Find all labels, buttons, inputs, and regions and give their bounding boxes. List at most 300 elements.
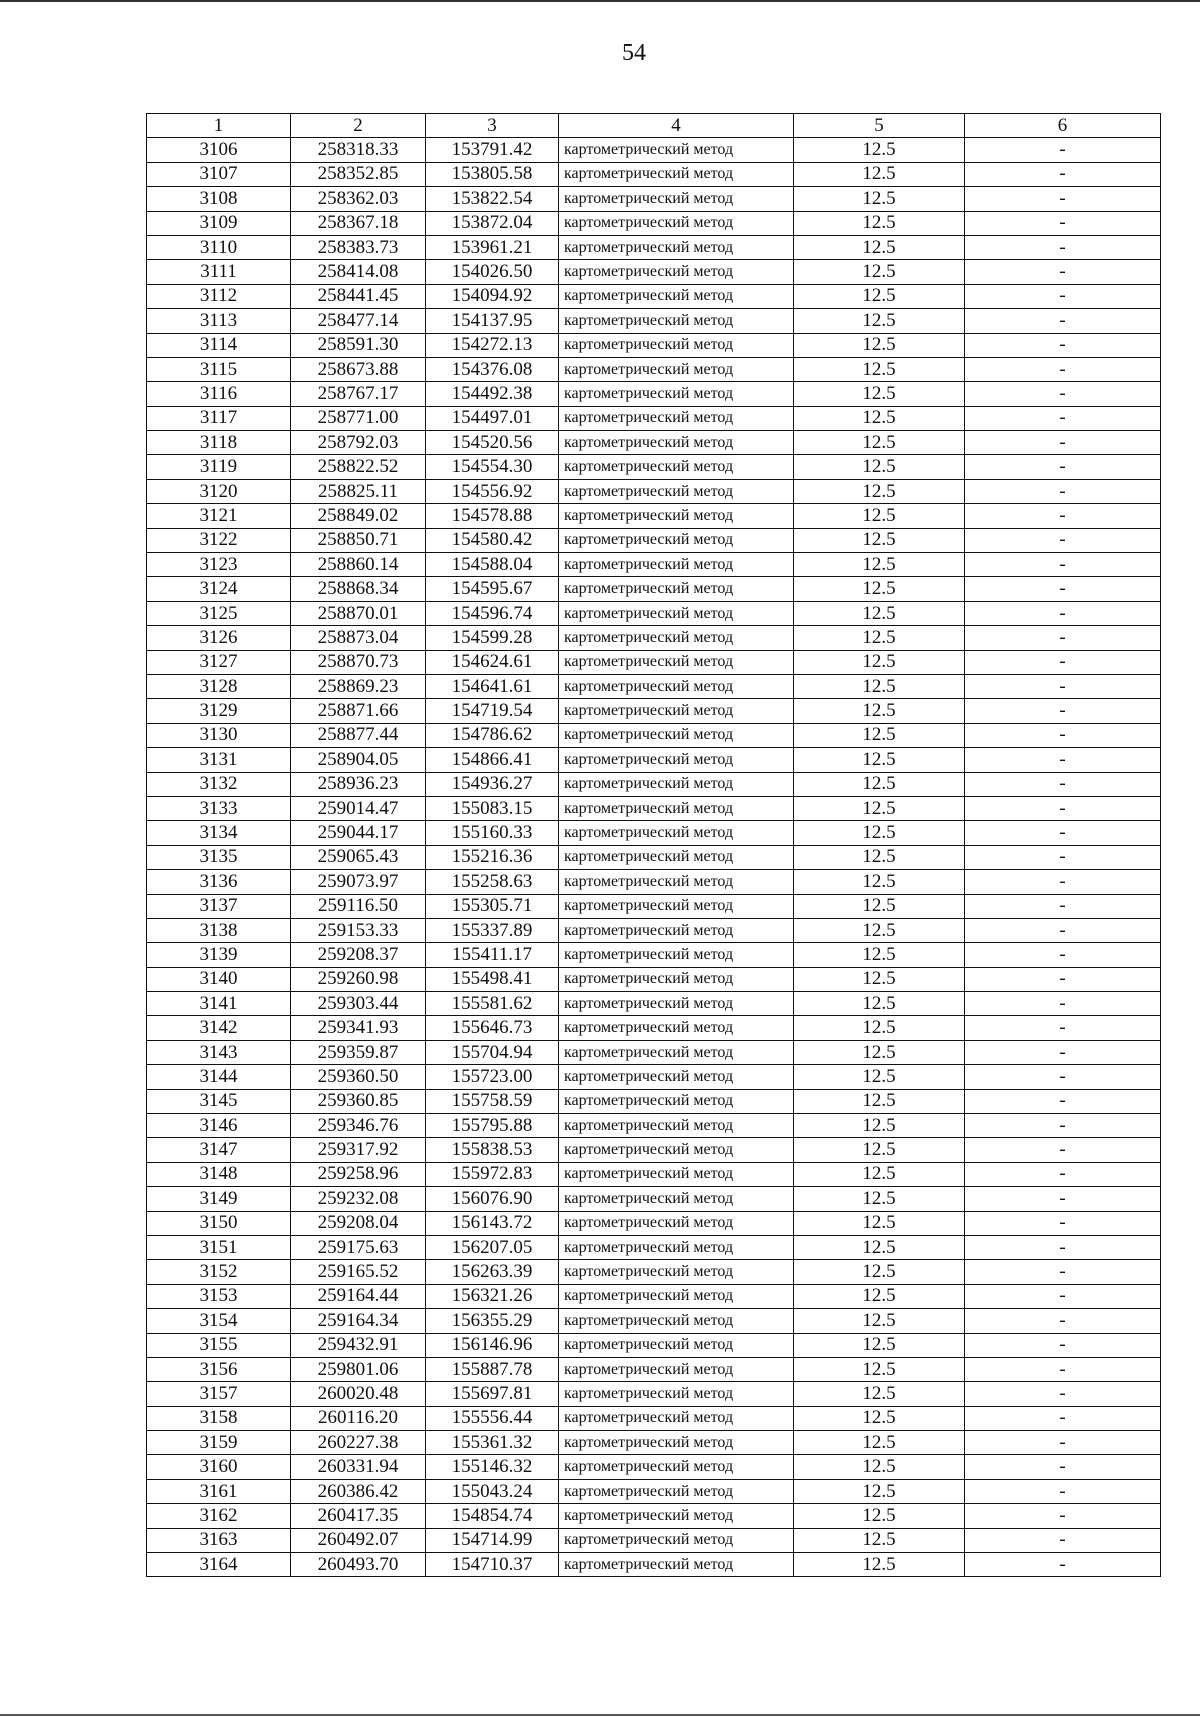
y-coordinate-cell: 154376.08: [426, 357, 559, 381]
point-number-cell: 3157: [147, 1382, 291, 1406]
note-cell: -: [965, 601, 1161, 625]
accuracy-cell: 12.5: [794, 674, 965, 698]
accuracy-cell: 12.5: [794, 1138, 965, 1162]
method-cell: картометрический метод: [559, 187, 794, 211]
accuracy-cell: 12.5: [794, 601, 965, 625]
method-cell: картометрический метод: [559, 528, 794, 552]
method-cell: картометрический метод: [559, 1455, 794, 1479]
method-cell: картометрический метод: [559, 406, 794, 430]
y-coordinate-cell: 154588.04: [426, 553, 559, 577]
point-number-cell: 3164: [147, 1553, 291, 1577]
table-row: [147, 626, 1161, 650]
note-cell: -: [965, 333, 1161, 357]
method-cell: картометрический метод: [559, 1284, 794, 1308]
method-cell: картометрический метод: [559, 1504, 794, 1528]
table-row: [147, 406, 1161, 430]
column-header-3: 3: [426, 114, 559, 138]
point-number-cell: 3107: [147, 162, 291, 186]
accuracy-cell: 12.5: [794, 821, 965, 845]
note-cell: -: [965, 1284, 1161, 1308]
note-cell: -: [965, 699, 1161, 723]
x-coordinate-cell: 260020.48: [291, 1382, 426, 1406]
note-cell: -: [965, 1260, 1161, 1284]
accuracy-cell: 12.5: [794, 528, 965, 552]
table-row: [147, 309, 1161, 333]
table-row: [147, 284, 1161, 308]
point-number-cell: 3135: [147, 845, 291, 869]
table-row: [147, 1089, 1161, 1113]
point-number-cell: 3127: [147, 650, 291, 674]
table-row: [147, 235, 1161, 259]
point-number-cell: 3134: [147, 821, 291, 845]
x-coordinate-cell: 258362.03: [291, 187, 426, 211]
y-coordinate-cell: 155838.53: [426, 1138, 559, 1162]
point-number-cell: 3152: [147, 1260, 291, 1284]
method-cell: картометрический метод: [559, 1016, 794, 1040]
note-cell: -: [965, 162, 1161, 186]
y-coordinate-cell: 154714.99: [426, 1528, 559, 1552]
table-row: [147, 1065, 1161, 1089]
point-number-cell: 3138: [147, 918, 291, 942]
accuracy-cell: 12.5: [794, 626, 965, 650]
y-coordinate-cell: 155160.33: [426, 821, 559, 845]
table-row: [147, 382, 1161, 406]
accuracy-cell: 12.5: [794, 1211, 965, 1235]
accuracy-cell: 12.5: [794, 1235, 965, 1259]
table-row: [147, 748, 1161, 772]
accuracy-cell: 12.5: [794, 918, 965, 942]
point-number-cell: 3141: [147, 992, 291, 1016]
note-cell: -: [965, 528, 1161, 552]
x-coordinate-cell: 259014.47: [291, 796, 426, 820]
method-cell: картометрический метод: [559, 357, 794, 381]
y-coordinate-cell: 154595.67: [426, 577, 559, 601]
point-number-cell: 3124: [147, 577, 291, 601]
table-row: [147, 821, 1161, 845]
x-coordinate-cell: 258868.34: [291, 577, 426, 601]
x-coordinate-cell: 258673.88: [291, 357, 426, 381]
point-number-cell: 3133: [147, 796, 291, 820]
x-coordinate-cell: 258367.18: [291, 211, 426, 235]
accuracy-cell: 12.5: [794, 1114, 965, 1138]
accuracy-cell: 12.5: [794, 1065, 965, 1089]
accuracy-cell: 12.5: [794, 187, 965, 211]
point-number-cell: 3112: [147, 284, 291, 308]
y-coordinate-cell: 155305.71: [426, 894, 559, 918]
table-row: [147, 772, 1161, 796]
table-row: [147, 1187, 1161, 1211]
point-number-cell: 3147: [147, 1138, 291, 1162]
y-coordinate-cell: 154094.92: [426, 284, 559, 308]
table-row: [147, 1114, 1161, 1138]
point-number-cell: 3123: [147, 553, 291, 577]
accuracy-cell: 12.5: [794, 1309, 965, 1333]
table-row: [147, 455, 1161, 479]
x-coordinate-cell: 258441.45: [291, 284, 426, 308]
point-number-cell: 3119: [147, 455, 291, 479]
table-row: [147, 699, 1161, 723]
table-row: [147, 870, 1161, 894]
table-row: [147, 577, 1161, 601]
x-coordinate-cell: 260227.38: [291, 1431, 426, 1455]
y-coordinate-cell: 155723.00: [426, 1065, 559, 1089]
method-cell: картометрический метод: [559, 284, 794, 308]
point-number-cell: 3142: [147, 1016, 291, 1040]
method-cell: картометрический метод: [559, 796, 794, 820]
y-coordinate-cell: 153872.04: [426, 211, 559, 235]
table-row: [147, 479, 1161, 503]
accuracy-cell: 12.5: [794, 431, 965, 455]
note-cell: -: [965, 187, 1161, 211]
x-coordinate-cell: 259175.63: [291, 1235, 426, 1259]
x-coordinate-cell: 260417.35: [291, 1504, 426, 1528]
note-cell: -: [965, 1309, 1161, 1333]
x-coordinate-cell: 258383.73: [291, 235, 426, 259]
method-cell: картометрический метод: [559, 894, 794, 918]
page-number: 54: [622, 40, 646, 66]
y-coordinate-cell: 154026.50: [426, 260, 559, 284]
point-number-cell: 3151: [147, 1235, 291, 1259]
y-coordinate-cell: 155581.62: [426, 992, 559, 1016]
accuracy-cell: 12.5: [794, 1504, 965, 1528]
method-cell: картометрический метод: [559, 1138, 794, 1162]
note-cell: -: [965, 992, 1161, 1016]
accuracy-cell: 12.5: [794, 723, 965, 747]
note-cell: -: [965, 431, 1161, 455]
x-coordinate-cell: 258850.71: [291, 528, 426, 552]
y-coordinate-cell: 156355.29: [426, 1309, 559, 1333]
x-coordinate-cell: 259432.91: [291, 1333, 426, 1357]
method-cell: картометрический метод: [559, 1479, 794, 1503]
y-coordinate-cell: 154719.54: [426, 699, 559, 723]
y-coordinate-cell: 153822.54: [426, 187, 559, 211]
note-cell: -: [965, 1138, 1161, 1162]
method-cell: картометрический метод: [559, 1187, 794, 1211]
method-cell: картометрический метод: [559, 1406, 794, 1430]
page-bottom-border: [0, 1714, 1200, 1716]
note-cell: -: [965, 577, 1161, 601]
table-row: [147, 528, 1161, 552]
y-coordinate-cell: 155795.88: [426, 1114, 559, 1138]
note-cell: -: [965, 845, 1161, 869]
note-cell: -: [965, 138, 1161, 162]
note-cell: -: [965, 918, 1161, 942]
method-cell: картометрический метод: [559, 723, 794, 747]
y-coordinate-cell: 154596.74: [426, 601, 559, 625]
x-coordinate-cell: 258877.44: [291, 723, 426, 747]
x-coordinate-cell: 259116.50: [291, 894, 426, 918]
accuracy-cell: 12.5: [794, 1089, 965, 1113]
point-number-cell: 3161: [147, 1479, 291, 1503]
point-number-cell: 3128: [147, 674, 291, 698]
method-cell: картометрический метод: [559, 1114, 794, 1138]
table-row: [147, 1040, 1161, 1064]
method-cell: картометрический метод: [559, 943, 794, 967]
table-row: [147, 967, 1161, 991]
x-coordinate-cell: 259360.85: [291, 1089, 426, 1113]
note-cell: -: [965, 748, 1161, 772]
point-number-cell: 3114: [147, 333, 291, 357]
accuracy-cell: 12.5: [794, 138, 965, 162]
y-coordinate-cell: 155972.83: [426, 1162, 559, 1186]
table-row: [147, 1260, 1161, 1284]
y-coordinate-cell: 155083.15: [426, 796, 559, 820]
table-row: [147, 650, 1161, 674]
y-coordinate-cell: 153805.58: [426, 162, 559, 186]
method-cell: картометрический метод: [559, 333, 794, 357]
point-number-cell: 3130: [147, 723, 291, 747]
y-coordinate-cell: 155337.89: [426, 918, 559, 942]
method-cell: картометрический метод: [559, 1162, 794, 1186]
method-cell: картометрический метод: [559, 382, 794, 406]
method-cell: картометрический метод: [559, 1235, 794, 1259]
point-number-cell: 3146: [147, 1114, 291, 1138]
note-cell: -: [965, 357, 1161, 381]
y-coordinate-cell: 155758.59: [426, 1089, 559, 1113]
note-cell: -: [965, 723, 1161, 747]
table-row: [147, 1455, 1161, 1479]
method-cell: картометрический метод: [559, 748, 794, 772]
note-cell: -: [965, 235, 1161, 259]
y-coordinate-cell: 154580.42: [426, 528, 559, 552]
accuracy-cell: 12.5: [794, 1553, 965, 1577]
x-coordinate-cell: 258767.17: [291, 382, 426, 406]
table-row: [147, 943, 1161, 967]
x-coordinate-cell: 258871.66: [291, 699, 426, 723]
point-number-cell: 3115: [147, 357, 291, 381]
y-coordinate-cell: 154578.88: [426, 504, 559, 528]
method-cell: картометрический метод: [559, 1382, 794, 1406]
x-coordinate-cell: 259359.87: [291, 1040, 426, 1064]
method-cell: картометрический метод: [559, 992, 794, 1016]
x-coordinate-cell: 259317.92: [291, 1138, 426, 1162]
point-number-cell: 3109: [147, 211, 291, 235]
table-row: [147, 1211, 1161, 1235]
point-number-cell: 3111: [147, 260, 291, 284]
column-header-5: 5: [794, 114, 965, 138]
table-row: [147, 1138, 1161, 1162]
y-coordinate-cell: 156207.05: [426, 1235, 559, 1259]
method-cell: картометрический метод: [559, 1309, 794, 1333]
note-cell: -: [965, 284, 1161, 308]
y-coordinate-cell: 154641.61: [426, 674, 559, 698]
note-cell: -: [965, 479, 1161, 503]
note-cell: -: [965, 1528, 1161, 1552]
method-cell: картометрический метод: [559, 211, 794, 235]
y-coordinate-cell: 156143.72: [426, 1211, 559, 1235]
note-cell: -: [965, 1114, 1161, 1138]
column-header-4: 4: [559, 114, 794, 138]
method-cell: картометрический метод: [559, 235, 794, 259]
note-cell: -: [965, 650, 1161, 674]
note-cell: -: [965, 796, 1161, 820]
point-number-cell: 3106: [147, 138, 291, 162]
x-coordinate-cell: 260331.94: [291, 1455, 426, 1479]
note-cell: -: [965, 382, 1161, 406]
accuracy-cell: 12.5: [794, 1260, 965, 1284]
method-cell: картометрический метод: [559, 504, 794, 528]
method-cell: картометрический метод: [559, 577, 794, 601]
note-cell: -: [965, 211, 1161, 235]
y-coordinate-cell: 154554.30: [426, 455, 559, 479]
table-row: [147, 1333, 1161, 1357]
point-number-cell: 3150: [147, 1211, 291, 1235]
accuracy-cell: 12.5: [794, 870, 965, 894]
x-coordinate-cell: 259260.98: [291, 967, 426, 991]
method-cell: картометрический метод: [559, 1528, 794, 1552]
accuracy-cell: 12.5: [794, 1455, 965, 1479]
method-cell: картометрический метод: [559, 1553, 794, 1577]
method-cell: картометрический метод: [559, 1089, 794, 1113]
accuracy-cell: 12.5: [794, 1431, 965, 1455]
point-number-cell: 3148: [147, 1162, 291, 1186]
accuracy-cell: 12.5: [794, 1357, 965, 1381]
x-coordinate-cell: 258869.23: [291, 674, 426, 698]
note-cell: -: [965, 455, 1161, 479]
y-coordinate-cell: 154866.41: [426, 748, 559, 772]
x-coordinate-cell: 258822.52: [291, 455, 426, 479]
table-row: [147, 1504, 1161, 1528]
x-coordinate-cell: 259258.96: [291, 1162, 426, 1186]
y-coordinate-cell: 155043.24: [426, 1479, 559, 1503]
y-coordinate-cell: 154492.38: [426, 382, 559, 406]
point-number-cell: 3132: [147, 772, 291, 796]
point-number-cell: 3120: [147, 479, 291, 503]
point-number-cell: 3108: [147, 187, 291, 211]
y-coordinate-cell: 155216.36: [426, 845, 559, 869]
y-coordinate-cell: 154497.01: [426, 406, 559, 430]
note-cell: -: [965, 1431, 1161, 1455]
method-cell: картометрический метод: [559, 967, 794, 991]
y-coordinate-cell: 155498.41: [426, 967, 559, 991]
x-coordinate-cell: 258870.73: [291, 650, 426, 674]
accuracy-cell: 12.5: [794, 1333, 965, 1357]
accuracy-cell: 12.5: [794, 650, 965, 674]
x-coordinate-cell: 259801.06: [291, 1357, 426, 1381]
note-cell: -: [965, 1162, 1161, 1186]
table-row: [147, 211, 1161, 235]
x-coordinate-cell: 258792.03: [291, 431, 426, 455]
table-row: [147, 1553, 1161, 1577]
x-coordinate-cell: 259341.93: [291, 1016, 426, 1040]
note-cell: -: [965, 943, 1161, 967]
y-coordinate-cell: 155361.32: [426, 1431, 559, 1455]
x-coordinate-cell: 259164.34: [291, 1309, 426, 1333]
note-cell: -: [965, 1333, 1161, 1357]
table-row: [147, 845, 1161, 869]
method-cell: картометрический метод: [559, 1040, 794, 1064]
accuracy-cell: 12.5: [794, 406, 965, 430]
method-cell: картометрический метод: [559, 650, 794, 674]
y-coordinate-cell: 154710.37: [426, 1553, 559, 1577]
method-cell: картометрический метод: [559, 821, 794, 845]
note-cell: -: [965, 309, 1161, 333]
accuracy-cell: 12.5: [794, 577, 965, 601]
y-coordinate-cell: 156146.96: [426, 1333, 559, 1357]
point-number-cell: 3140: [147, 967, 291, 991]
table-row: [147, 1016, 1161, 1040]
method-cell: картометрический метод: [559, 260, 794, 284]
method-cell: картометрический метод: [559, 1431, 794, 1455]
method-cell: картометрический метод: [559, 1333, 794, 1357]
y-coordinate-cell: 155258.63: [426, 870, 559, 894]
table-row: [147, 1382, 1161, 1406]
table-row: [147, 138, 1161, 162]
method-cell: картометрический метод: [559, 699, 794, 723]
point-number-cell: 3110: [147, 235, 291, 259]
x-coordinate-cell: 259360.50: [291, 1065, 426, 1089]
note-cell: -: [965, 894, 1161, 918]
table-row: [147, 1284, 1161, 1308]
point-number-cell: 3113: [147, 309, 291, 333]
point-number-cell: 3162: [147, 1504, 291, 1528]
accuracy-cell: 12.5: [794, 772, 965, 796]
x-coordinate-cell: 258318.33: [291, 138, 426, 162]
point-number-cell: 3163: [147, 1528, 291, 1552]
accuracy-cell: 12.5: [794, 357, 965, 381]
y-coordinate-cell: 155697.81: [426, 1382, 559, 1406]
point-number-cell: 3145: [147, 1089, 291, 1113]
x-coordinate-cell: 259065.43: [291, 845, 426, 869]
method-cell: картометрический метод: [559, 772, 794, 796]
table-row: [147, 1479, 1161, 1503]
note-cell: -: [965, 1065, 1161, 1089]
note-cell: -: [965, 1406, 1161, 1430]
method-cell: картометрический метод: [559, 553, 794, 577]
note-cell: -: [965, 1504, 1161, 1528]
note-cell: -: [965, 1089, 1161, 1113]
table-row: [147, 1528, 1161, 1552]
point-number-cell: 3154: [147, 1309, 291, 1333]
accuracy-cell: 12.5: [794, 504, 965, 528]
accuracy-cell: 12.5: [794, 1479, 965, 1503]
note-cell: -: [965, 553, 1161, 577]
x-coordinate-cell: 260492.07: [291, 1528, 426, 1552]
y-coordinate-cell: 155146.32: [426, 1455, 559, 1479]
y-coordinate-cell: 155887.78: [426, 1357, 559, 1381]
table-row: [147, 553, 1161, 577]
note-cell: -: [965, 1382, 1161, 1406]
table-row: [147, 601, 1161, 625]
point-number-cell: 3155: [147, 1333, 291, 1357]
table-row: [147, 1431, 1161, 1455]
accuracy-cell: 12.5: [794, 1284, 965, 1308]
table-row: [147, 1357, 1161, 1381]
accuracy-cell: 12.5: [794, 1406, 965, 1430]
table-row: [147, 333, 1161, 357]
x-coordinate-cell: 259073.97: [291, 870, 426, 894]
note-cell: -: [965, 674, 1161, 698]
accuracy-cell: 12.5: [794, 235, 965, 259]
point-number-cell: 3131: [147, 748, 291, 772]
point-number-cell: 3143: [147, 1040, 291, 1064]
accuracy-cell: 12.5: [794, 162, 965, 186]
x-coordinate-cell: 259232.08: [291, 1187, 426, 1211]
table-row: [147, 1406, 1161, 1430]
method-cell: картометрический метод: [559, 845, 794, 869]
y-coordinate-cell: 156263.39: [426, 1260, 559, 1284]
point-number-cell: 3149: [147, 1187, 291, 1211]
method-cell: картометрический метод: [559, 162, 794, 186]
y-coordinate-cell: 155411.17: [426, 943, 559, 967]
table-row: [147, 1162, 1161, 1186]
x-coordinate-cell: 259153.33: [291, 918, 426, 942]
page-top-border: [0, 0, 1200, 2]
table-row: [147, 796, 1161, 820]
x-coordinate-cell: 259208.04: [291, 1211, 426, 1235]
accuracy-cell: 12.5: [794, 894, 965, 918]
method-cell: картометрический метод: [559, 479, 794, 503]
